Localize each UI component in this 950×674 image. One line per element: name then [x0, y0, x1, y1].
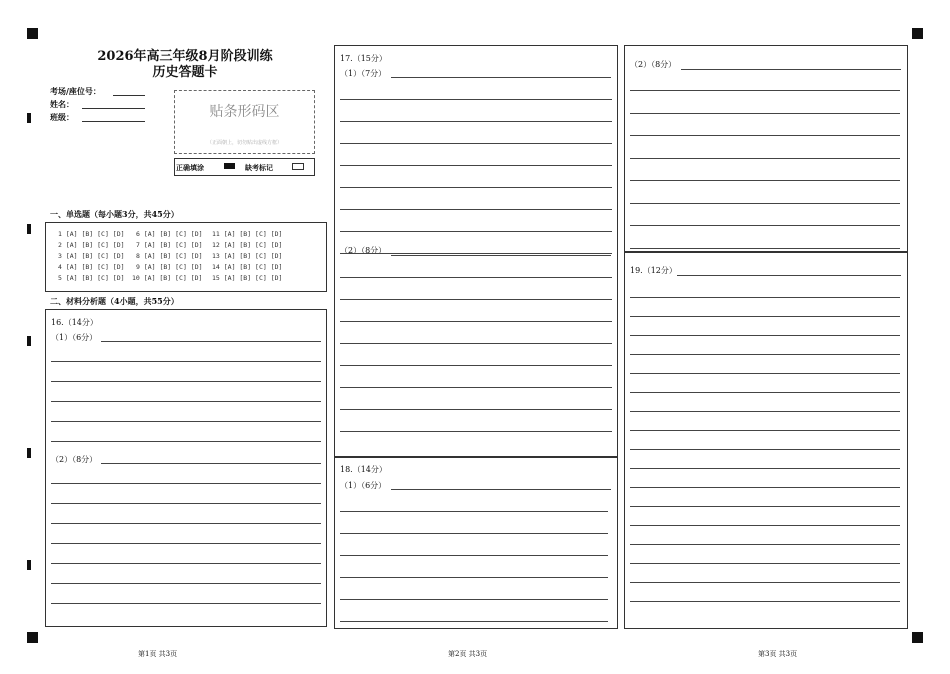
writing-line[interactable]: [391, 489, 611, 490]
absent-mark-checkbox[interactable]: [292, 163, 304, 170]
writing-line[interactable]: [340, 253, 612, 254]
page-footer-2: 第2页 共3页: [448, 650, 488, 658]
choice-row[interactable]: 8 [A] [B] [C] [D]: [136, 252, 203, 260]
writing-line[interactable]: [340, 299, 612, 300]
choice-row[interactable]: 5 [A] [B] [C] [D]: [58, 274, 125, 282]
choice-row[interactable]: 7 [A] [B] [C] [D]: [136, 241, 203, 249]
question-18-heading: 18.（14分）: [340, 465, 387, 474]
writing-line[interactable]: [51, 441, 321, 442]
question-19-heading: 19.（12分）: [630, 266, 677, 275]
writing-line[interactable]: [630, 525, 900, 526]
absent-mark-label: 缺考标记: [245, 163, 273, 172]
writing-line[interactable]: [630, 135, 900, 136]
writing-line[interactable]: [630, 113, 900, 114]
timing-mark: [27, 113, 31, 123]
writing-line[interactable]: [340, 343, 612, 344]
writing-line[interactable]: [340, 143, 612, 144]
question-16-part1-label: （1）（6分）: [51, 333, 98, 342]
section-title-single-choice: 一、单选题（每小题3分，共45分）: [50, 209, 179, 219]
page-title: 2026年高三年级8月阶段训练: [97, 49, 273, 64]
writing-line[interactable]: [391, 77, 611, 78]
writing-line[interactable]: [51, 583, 321, 584]
choice-row[interactable]: 2 [A] [B] [C] [D]: [58, 241, 125, 249]
writing-line[interactable]: [340, 555, 608, 556]
choice-row[interactable]: 9 [A] [B] [C] [D]: [136, 263, 203, 271]
registration-mark: [27, 28, 38, 39]
writing-line[interactable]: [340, 621, 608, 622]
writing-line[interactable]: [340, 409, 612, 410]
page-footer-3: 第3页 共3页: [758, 650, 798, 658]
writing-line[interactable]: [630, 487, 900, 488]
question-18-part1-label: （1）（6分）: [340, 481, 387, 490]
writing-line[interactable]: [340, 533, 608, 534]
writing-line[interactable]: [630, 90, 900, 91]
question-16-part2-label: （2）（8分）: [51, 455, 98, 464]
timing-mark: [27, 560, 31, 570]
choice-row[interactable]: 13 [A] [B] [C] [D]: [212, 252, 283, 260]
correct-fill-sample: [224, 163, 235, 169]
page-subtitle: 历史答题卡: [152, 65, 218, 80]
writing-line[interactable]: [51, 361, 321, 362]
registration-mark: [27, 632, 38, 643]
choice-row[interactable]: 11 [A] [B] [C] [D]: [212, 230, 283, 238]
writing-line[interactable]: [340, 387, 612, 388]
timing-mark: [27, 336, 31, 346]
writing-line[interactable]: [630, 563, 900, 564]
question-17-part2-label: （2）（8分）: [340, 246, 387, 255]
writing-line[interactable]: [630, 248, 900, 249]
name-label: 姓名：: [50, 99, 74, 109]
writing-line[interactable]: [51, 603, 321, 604]
writing-line[interactable]: [630, 335, 900, 336]
class-label: 班级：: [50, 112, 74, 122]
writing-line[interactable]: [51, 563, 321, 564]
writing-line[interactable]: [630, 582, 900, 583]
single-choice-box: [45, 222, 327, 292]
writing-line[interactable]: [51, 543, 321, 544]
registration-mark: [912, 28, 923, 39]
writing-line[interactable]: [51, 421, 321, 422]
writing-line[interactable]: [630, 225, 900, 226]
writing-line[interactable]: [630, 506, 900, 507]
writing-line[interactable]: [340, 209, 612, 210]
writing-line[interactable]: [681, 69, 901, 70]
writing-line[interactable]: [340, 121, 612, 122]
writing-line[interactable]: [340, 99, 612, 100]
writing-line[interactable]: [340, 431, 612, 432]
page-footer-1: 第1页 共3页: [138, 650, 178, 658]
writing-line[interactable]: [101, 341, 321, 342]
choice-row[interactable]: 15 [A] [B] [C] [D]: [212, 274, 283, 282]
writing-line[interactable]: [340, 365, 612, 366]
section-title-material-analysis: 二、材料分析题（4小题，共55分）: [50, 296, 179, 306]
answer-box-q19: [624, 251, 908, 629]
fill-legend: [174, 158, 315, 176]
question-16-heading: 16.（14分）: [51, 318, 98, 327]
question-17-part1-label: （1）（7分）: [340, 69, 387, 78]
writing-line[interactable]: [51, 381, 321, 382]
name-field[interactable]: [82, 108, 145, 109]
writing-line[interactable]: [340, 599, 608, 600]
choice-row[interactable]: 10 [A] [B] [C] [D]: [132, 274, 203, 282]
writing-line[interactable]: [51, 523, 321, 524]
answer-box-q16: [45, 309, 327, 627]
answer-box-q18: [334, 456, 618, 629]
barcode-area: [174, 90, 315, 154]
writing-line[interactable]: [630, 449, 900, 450]
writing-line[interactable]: [340, 577, 608, 578]
choice-row[interactable]: 1 [A] [B] [C] [D]: [58, 230, 125, 238]
writing-line[interactable]: [630, 392, 900, 393]
barcode-title: 贴条形码区: [209, 104, 280, 120]
writing-line[interactable]: [101, 463, 321, 464]
correct-fill-label: 正确填涂: [176, 163, 204, 172]
question-18-part2-label: （2）（8分）: [630, 60, 677, 69]
writing-line[interactable]: [630, 411, 900, 412]
choice-row[interactable]: 4 [A] [B] [C] [D]: [58, 263, 125, 271]
seat-number-field[interactable]: [113, 95, 145, 96]
writing-line[interactable]: [630, 316, 900, 317]
timing-mark: [27, 448, 31, 458]
writing-line[interactable]: [630, 468, 900, 469]
registration-mark: [912, 632, 923, 643]
writing-line[interactable]: [51, 483, 321, 484]
writing-line[interactable]: [630, 158, 900, 159]
writing-line[interactable]: [677, 275, 901, 276]
seat-number-label: 考场/座位号：: [50, 86, 101, 96]
choice-row[interactable]: 14 [A] [B] [C] [D]: [212, 263, 283, 271]
writing-line[interactable]: [340, 277, 612, 278]
choice-row[interactable]: 6 [A] [B] [C] [D]: [136, 230, 203, 238]
writing-line[interactable]: [391, 255, 611, 256]
writing-line[interactable]: [51, 401, 321, 402]
writing-line[interactable]: [630, 544, 900, 545]
writing-line[interactable]: [340, 511, 608, 512]
class-field[interactable]: [82, 121, 145, 122]
answer-box-q17: [334, 45, 618, 458]
writing-line[interactable]: [630, 180, 900, 181]
writing-line[interactable]: [630, 203, 900, 204]
writing-line[interactable]: [630, 297, 900, 298]
answer-box-q18-continued: [624, 45, 908, 253]
writing-line[interactable]: [340, 165, 612, 166]
barcode-note: （正面朝上，切勿贴出虚线方框）: [206, 140, 282, 146]
writing-line[interactable]: [51, 503, 321, 504]
writing-line[interactable]: [630, 373, 900, 374]
question-17-heading: 17.（15分）: [340, 54, 387, 63]
writing-line[interactable]: [630, 601, 900, 602]
writing-line[interactable]: [340, 231, 612, 232]
choice-row[interactable]: 12 [A] [B] [C] [D]: [212, 241, 283, 249]
writing-line[interactable]: [340, 321, 612, 322]
writing-line[interactable]: [630, 354, 900, 355]
writing-line[interactable]: [630, 430, 900, 431]
writing-line[interactable]: [340, 187, 612, 188]
timing-mark: [27, 224, 31, 234]
choice-row[interactable]: 3 [A] [B] [C] [D]: [58, 252, 125, 260]
